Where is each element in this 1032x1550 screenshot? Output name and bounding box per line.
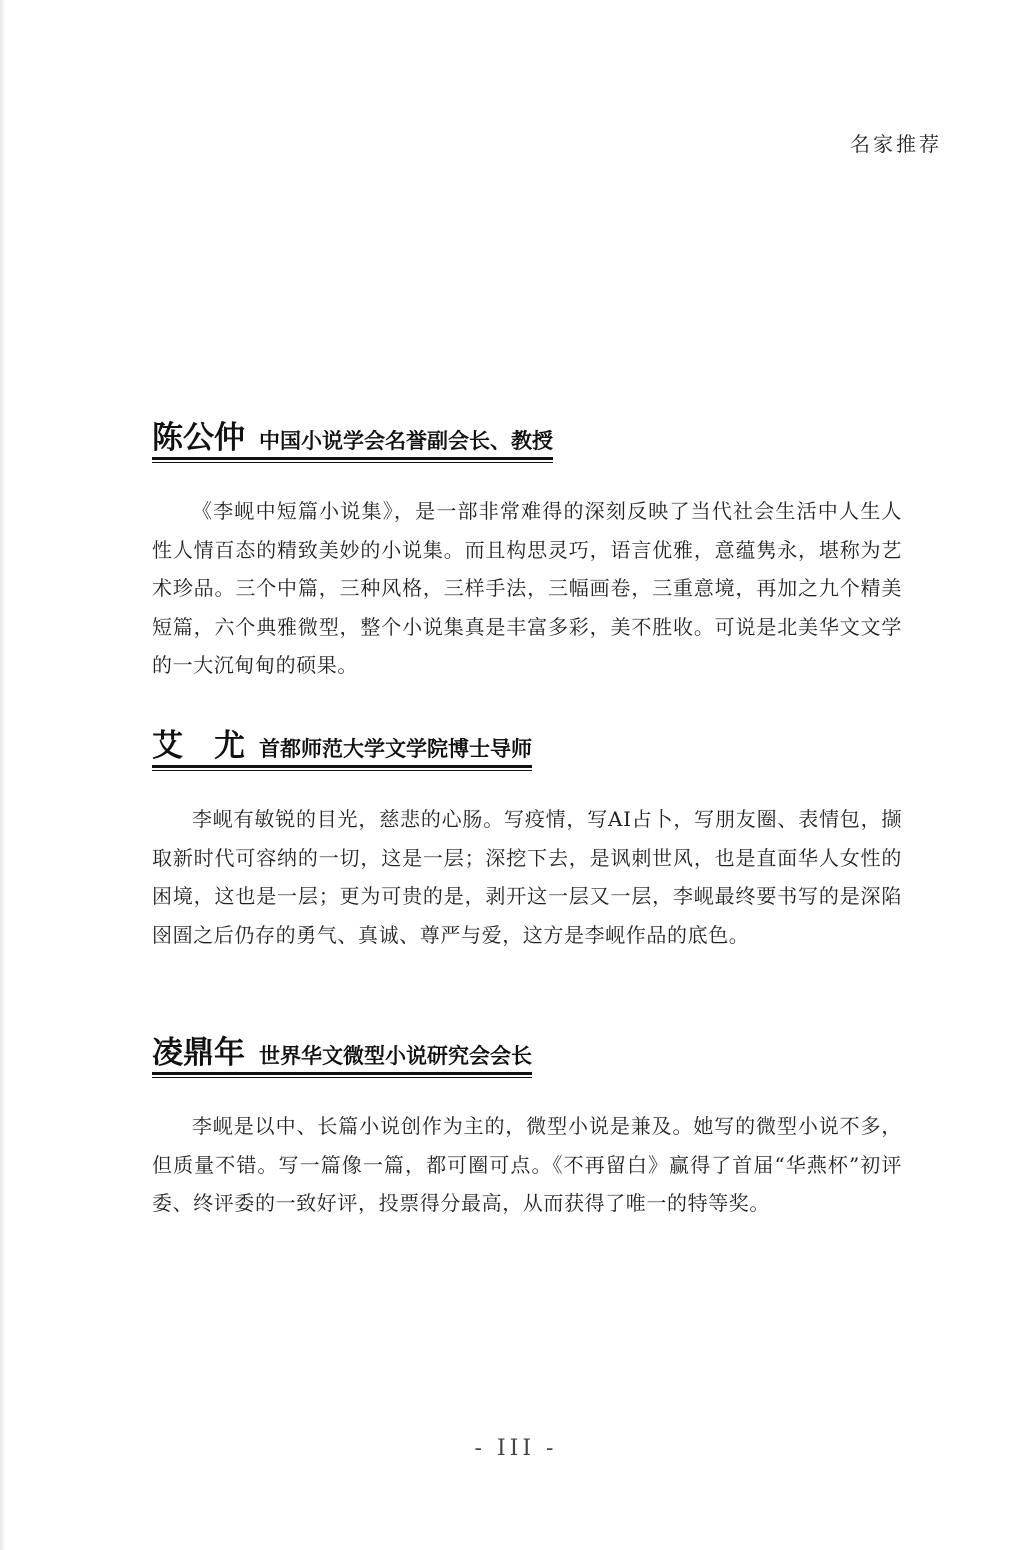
- recommender-name: 凌鼎年: [152, 1035, 245, 1071]
- recommendation-text: 《李岘中短篇小说集》，是一部非常难得的深刻反映了当代社会生活中人生人性人情百态的精致美妙的小说集。而且构思灵巧，语言优雅，意蕴隽永，堪称为艺术珍品。三个中篇，三种风格，三样手法，三幅画卷，三重意境，再加之九个精美短篇，六个典雅微型，整个小说集真是丰富多彩，美不胜收。可说是北美华文文学的一大沉甸甸的硕果。: [152, 499, 902, 677]
- heading-underline: [152, 457, 553, 460]
- recommendation-section: [152, 412, 902, 685]
- recommender-name: 艾 尤: [152, 728, 245, 764]
- page-edge: [0, 0, 6, 1550]
- section-heading: [152, 720, 532, 776]
- page-number: - III -: [474, 1436, 558, 1461]
- recommender-name: 陈公仲: [152, 420, 245, 456]
- recommender-title: 首都师范大学文学院博士导师: [259, 737, 532, 761]
- heading-underline: [152, 765, 532, 768]
- recommender-title: 中国小说学会名誉副会长、教授: [259, 429, 553, 453]
- section-heading: [152, 412, 553, 468]
- recommender-title: 世界华文微型小说研究会会长: [259, 1044, 532, 1068]
- recommendation-section: [152, 1027, 902, 1223]
- running-head: 名家推荐: [850, 132, 942, 156]
- recommendation-text: 李岘是以中、长篇小说创作为主的，微型小说是兼及。她写的微型小说不多，但质量不错。写一篇像一篇，都可圈可点。《不再留白》赢得了首届“华燕杯”初评委、终评委的一致好评，投票得分最高，从而获得了唯一的特等奖。: [152, 1114, 902, 1215]
- section-heading: [152, 1027, 532, 1083]
- recommendation-section: [152, 720, 902, 954]
- heading-underline: [152, 1072, 532, 1075]
- recommendation-text: 李岘有敏锐的目光，慈悲的心肠。写疫情，写AI占卜，写朋友圈、表情包，撷取新时代可容纳的一切，这是一层；深挖下去，是讽刺世风，也是直面华人女性的困境，这也是一层；更为可贵的是，剥开这一层又一层，李岘最终要书写的是深陷囹圄之后仍存的勇气、真诚、尊严与爱，这方是李岘作品的底色。: [152, 807, 902, 947]
